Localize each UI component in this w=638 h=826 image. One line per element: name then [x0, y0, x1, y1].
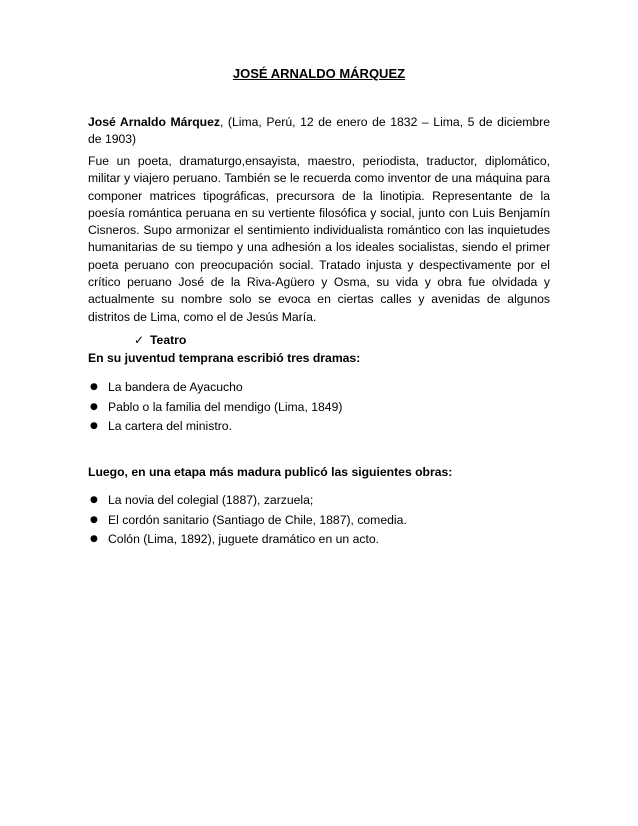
bullet-icon: ● [90, 401, 98, 412]
mature-heading: Luego, en una etapa más madura publicó las siguientes obras: [88, 465, 453, 479]
list-item-text: La bandera de Ayacucho [108, 380, 243, 394]
list-item [88, 398, 550, 418]
bullet-icon: ● [90, 534, 98, 544]
section-heading-label: Teatro [150, 333, 187, 347]
biography-paragraph: Fue un poeta, dramaturgo,ensayista, maestro, periodista, traductor, diplomático, militar y viajero peruano. También se le recuerda como inventor de una máquina para componer matrices tipográficas, precursora de la linotipia. Representante de la poesía romántica peruana en su vertiente filosófica y social, junto con Luis Benjamín Cisneros. Supo armonizar el sentimiento individualista romántico con las inquietudes humanitarias de su tiempo y una adhesión a los ideales socialistas, siendo el primer poeta peruano con preocupación social. Tratado injusta y despectivamente por el crítico peruano José de la Riva-Agüero y Osma, su vida y obra fue olvidada y actualmente su nombre solo se evoca en ciertas calles y avenidas de algunos distritos de Lima, como el de Jesús María. [88, 154, 550, 324]
list-item-text: Pablo o la familia del mendigo (Lima, 1849) [108, 399, 343, 414]
section-heading [134, 332, 186, 349]
mature-works-list [88, 491, 550, 550]
bullet-icon: ● [90, 514, 98, 525]
list-item-text: La cartera del ministro. [108, 419, 232, 433]
list-item [88, 530, 550, 550]
youth-works-list [88, 378, 550, 437]
list-item [88, 491, 550, 511]
list-item-text: La novia del colegial (1887), zarzuela; [108, 493, 314, 507]
list-item [88, 417, 550, 437]
list-item [88, 511, 550, 531]
youth-heading: En su juventud temprana escribió tres dramas: [88, 351, 361, 365]
document-title: JOSÉ ARNALDO MÁRQUEZ [232, 66, 406, 81]
bullet-icon: ● [90, 495, 98, 505]
birth-death-dates: , (Lima, Perú, 12 de enero de 1832 – Lima, 5 de diciembre de 1903) [88, 115, 550, 147]
intro-paragraph [88, 114, 550, 149]
bullet-icon: ● [90, 421, 98, 431]
list-item [88, 378, 550, 398]
checkmark-icon: ✓ [134, 333, 145, 347]
list-item-text: El cordón sanitario (Santiago de Chile, 1887), comedia. [108, 512, 407, 527]
bullet-icon: ● [90, 382, 98, 392]
subject-name: José Arnaldo Márquez [88, 115, 220, 129]
list-item-text: Colón (Lima, 1892), juguete dramático en un acto. [108, 532, 379, 546]
